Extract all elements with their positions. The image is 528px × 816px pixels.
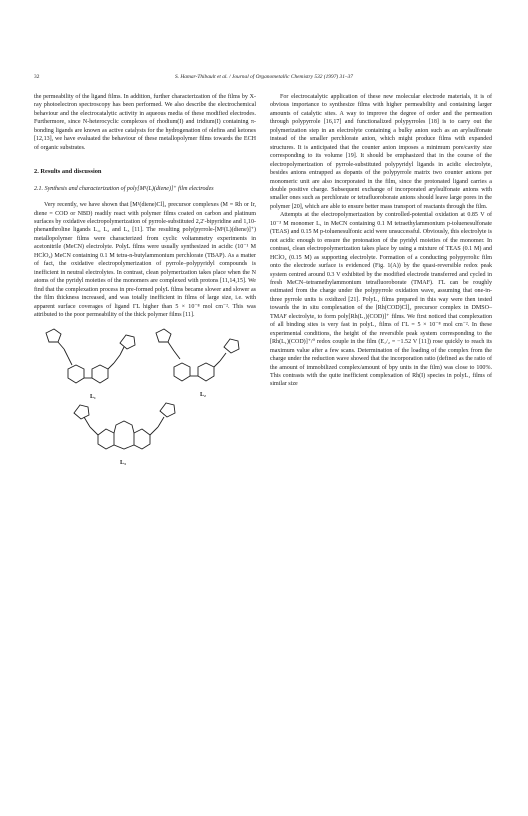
ligand-structures-figure: [34, 325, 256, 501]
ligand-l2-structure: [156, 329, 239, 381]
right-paragraph-1: For electrocatalytic application of these new molecular electrode materials, it is of obvious importance to synthesize films with higher permeability and containing larger amounts of catalytic sites. A way to improve the degree of order and the permeation through polypyrrole [16,17] and functionalized polypyrroles [18] is to carry out the polymerization step in an electrolyte containing a bulky anion such as an arylsulfonate instead of the smaller perchlorate anion, which might produce films with expanded structures. It is anticipated that the counter anion imposes a minimum pore/cavity size corresponding to its volume [19]. It should be emphasized that in the course of the electropolymerization of pyrrole-substituted polypyridyl ligands in acidic electrolyte, besides anions entrapped as dopants of the polypyrrole matrix two counter anions per monomeric unit are also incorporated in the film, since the protonated ligand carries a double positive charge. Subsequent exchange of incorporated arylsulfonate anions with smaller ones such as perchlorate or tetrafluoroborate anions should leave large pores in the polymer [20], which are able to ensure better mass transport of reactants through the film.: [270, 94, 492, 210]
right-column: [270, 93, 492, 389]
label-l2: L₂: [200, 392, 206, 399]
running-head: S. Hamar-Thibault et al. / Journal of Organometallic Chemistry 532 (1997) 31–37: [174, 74, 354, 80]
page-number: 32: [34, 74, 40, 80]
label-l1: L₁: [90, 394, 96, 401]
running-header: [34, 74, 494, 84]
ligand-structures-drawing: [34, 325, 256, 501]
ligand-l3-structure: [74, 403, 175, 449]
right-paragraph-2: Attempts at the electropolymerization by controlled-potential oxidation at 0.85 V of 10⁻³ M monomer L₁ in MeCN containing 0.1 M tetraethylammonium p-toluenesulfonate (TEAS) and 0.15 M p-toluenesulfonic acid were unsuccessful. Obviously, this electrolyte is not acidic enough to ensure the protonation of the pyridyl moieties of the monomer. In contrast, clean electropolymerization takes place by using a mixture of TEAS (0.1 M) and HClO₄ (0.15 M) as supporting electrolyte. Formation of a conducting polypyrrolic film onto the electrode surface is evidenced (Fig. 1(A)) by the quasi-reversible redox peak system centred around 0.3 V exhibited by the modified electrode transferred and cycled in fresh MeCN–tetramethylammonium tetrafluoroborate (TMAF). ΓL can be roughly estimated from the charge under the polypyrrole oxidation wave, assuming that one-in-three pyrrole units is oxidized [21]. PolyL₁ films prepared in this way were then tested towards the in situ complexation of the [Rh(COD)Cl]₂ precursor complex in DMSO–TMAF electrolyte, to form poly[Rh(L₁)(COD)]⁺ films. We first noticed that complexation of all binding sites is very fast in polyL₁ films of ΓL = 5 × 10⁻⁸ mol cm⁻². In these experimental conditions, the height of the reversible peak system corresponding to the [Rh(L₁)(COD)]⁺/⁰ redox couple in the film (E₁/₂ = −1.52 V [11]) rose quickly to reach its maximum value after a few scans. Determination of the loading of the complex from the charge under the reduction wave showed that the incorporation ratio (defined as the ratio of the amount of immobilized complex/amount of bpy units in the film) was close to 100%. This contrasts with the quite inefficient complexation of Rh(I) species in polyL₁ films of similar size: [270, 212, 492, 388]
subsection-heading: 2.1. Synthesis and characterization of poly[M¹(L)(diene)]⁺ film electrodes: [34, 185, 214, 192]
left-column: [34, 93, 256, 501]
left-paragraph-2: Very recently, we have shown that [M¹(diene)Cl]₂ precursor complexes (M = Rh or Ir, diene = COD or NBD) readily react with polymer films coated on carbon and platinum surfaces by oxidative electropolymerization of pyrrole-substituted 2,2′-bipyridine and 1,10-phenanthroline ligands L₁, L₂ and L₃ [11]. The resulting poly(pyrrole-[M¹(L)(diene)]⁺) metallopolymer films were characterized from cyclic voltammetry experiments in acetonitrile (MeCN) electrolyte. PolyL films were usually synthesized in acidic (10⁻¹ M HClO₄) MeCN containing 0.1 M tetra-n-butylammonium perchlorate (TBAP). As a matter of fact, the oxidative electropolymerization of pyrrole–polypyridyl compounds is inefficient in neutral electrolytes. In contrast, clean polymerization takes place when the N atoms of the pyridyl moieties of the monomers are complexed with protons [11,14,15]. We find that the complexation process in pre-formed polyL films became slower and slower as the film thickness increased, and was totally inefficient in films of large size, i.e. with apparent surface coverages of ligand ΓL higher than 5 × 10⁻⁸ mol cm⁻². This was attributed to the poor permeability of the thick polymer films [11].: [34, 202, 256, 318]
label-l3: L₃: [120, 460, 126, 467]
section-heading: 2. Results and discussion: [34, 168, 102, 176]
left-paragraph-1: the permeability of the ligand films. In addition, further characterization of the films by X-ray photoelectron spectroscopy has been performed. We also describe the electrochemical behaviour and the electrocatalytic activity in aqueous media of these modified electrodes. Furthermore, since N-heterocyclic complexes of rhodium(I) and iridium(I) containing π-bonding ligands are known as active catalysts for the hydrogenation of olefins and ketones [12,13], we have evaluated the behaviour of these metallopolymer films towards the ECH of organic substrates.: [34, 94, 256, 151]
ligand-l1-structure: [46, 329, 135, 383]
